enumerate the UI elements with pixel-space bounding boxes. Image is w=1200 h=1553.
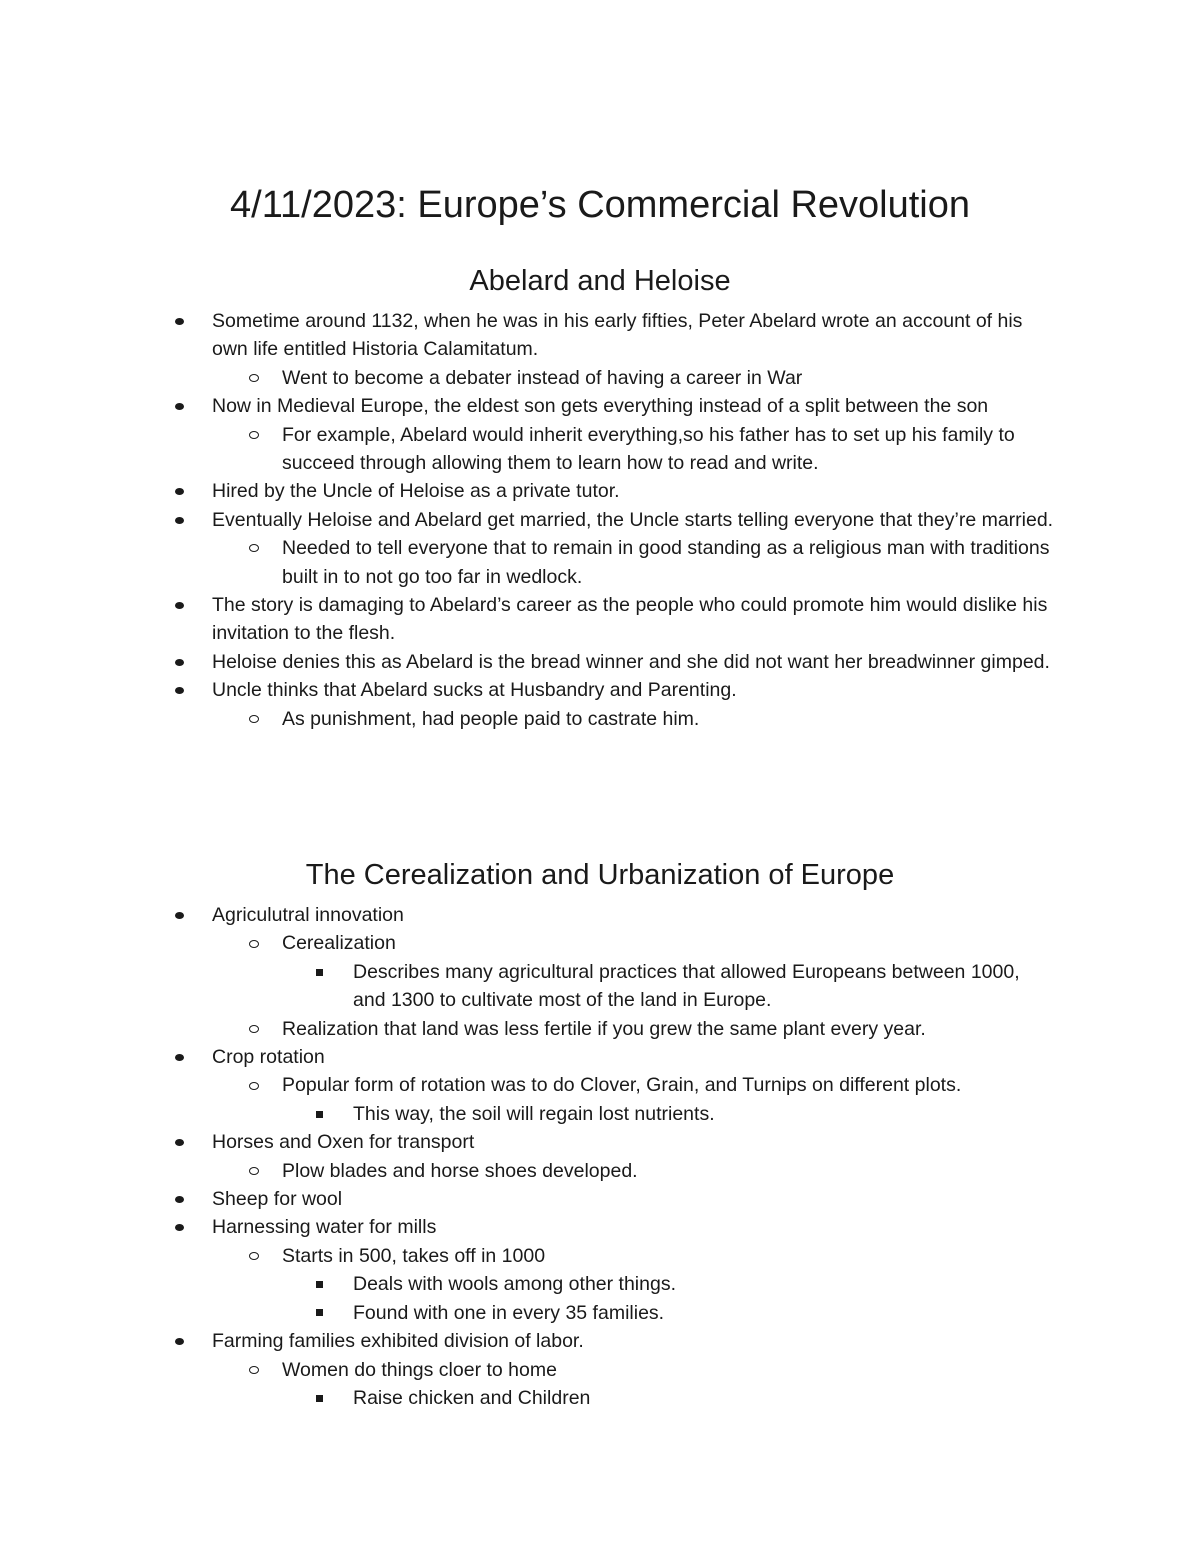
list-item [353,1299,1053,1327]
list-item [282,1071,1062,1099]
bullet-dot-icon [175,392,184,420]
list-item-text: Agriculutral innovation [212,904,404,926]
list-item [282,421,1062,478]
list-item [282,534,1062,591]
bullet-circle-icon [249,705,259,733]
list-item [212,307,1062,364]
list-item [212,901,1062,929]
list-item-text: Plow blades and horse shoes developed. [282,1159,638,1182]
list-item-text: Deals with wools among other things. [353,1273,676,1296]
list-item-text: Starts in 500, takes off in 1000 [282,1244,546,1267]
list-item-text: Now in Medieval Europe, the eldest son gets everything instead of a split between the son [212,395,989,418]
list-item-text: Raise chicken and Children [353,1386,591,1409]
bullet-square-icon [316,1270,323,1298]
list-item [212,591,1062,648]
bullet-dot-icon [175,307,184,335]
bullet-square-icon [316,958,323,986]
list-item [282,1015,1062,1043]
list-item-text: Harnessing water for mills [212,1216,437,1239]
list-item-text: Sometime around 1132, when he was in his early fifties, Peter Abelard wrote an account of his own life entitled Historia Calamitatum. [212,310,1023,361]
list-item-text: Farming families exhibited division of labor. [212,1330,584,1353]
list-item-text: For example, Abelard would inherit everything,so his father has to set up his family to succeed through allowing them to learn how to read and write. [282,423,1015,475]
bullet-circle-icon [249,1157,259,1185]
list-item-text: This way, the soil will regain lost nutrients. [353,1102,715,1125]
list-item [353,1270,1053,1298]
list-item-text: Women do things cloer to home [282,1358,557,1381]
bullet-circle-icon [249,364,259,392]
bullet-circle-icon [249,1356,259,1384]
bullet-dot-icon [175,901,184,929]
list-item [212,648,1062,676]
bullet-dot-icon [175,591,184,619]
bullet-circle-icon [249,929,259,957]
list-item [212,506,1062,534]
bullet-dot-icon [175,648,184,676]
list-item [353,1384,1053,1412]
list-item-text: Realization that land was less fertile if you grew the same plant every year. [282,1017,926,1040]
list-item [212,1213,1062,1241]
list-item-text: Uncle thinks that Abelard sucks at Husbandry and Parenting. [212,679,737,702]
list-item [212,676,1062,704]
list-item-text: Describes many agricultural practices that allowed Europeans between 1000, and 1300 to cultivate most of the land in Europe. [353,960,1020,1012]
list-item [212,1128,1062,1156]
list-item-text: Found with one in every 35 families. [353,1301,665,1324]
bullet-circle-icon [249,1242,259,1270]
list-item-text: Eventually Heloise and Abelard get married, the Uncle starts telling everyone that they’re married. [212,508,1054,531]
list-item [282,1242,1062,1270]
bullet-square-icon [316,1100,323,1128]
list-item [212,1185,1062,1213]
list-item-text: Hired by the Uncle of Heloise as a private tutor. [212,480,620,503]
bullet-dot-icon [175,1327,184,1355]
bullet-list-cerealization [0,901,1200,1412]
list-item [212,1327,1062,1355]
list-item-text: Went to become a debater instead of having a career in War [282,366,803,389]
bullet-dot-icon [175,676,184,704]
section-heading-abelard: Abelard and Heloise [469,265,731,297]
bullet-list-abelard [0,307,1200,733]
bullet-square-icon [316,1384,323,1412]
bullet-dot-icon [175,1128,184,1156]
list-item [212,1043,1062,1071]
bullet-dot-icon [175,1043,184,1071]
bullet-circle-icon [249,534,259,562]
list-item-text: Needed to tell everyone that to remain in good standing as a religious man with traditions built in to not go too far in wedlock. [282,537,1050,588]
bullet-circle-icon [249,1071,259,1099]
bullet-dot-icon [175,477,184,505]
list-item-text: Heloise denies this as Abelard is the bread winner and she did not want her breadwinner gimped. [212,650,1050,673]
bullet-circle-icon [249,1015,259,1043]
list-item [282,1157,1062,1185]
list-item-text: Crop rotation [212,1046,325,1069]
list-item [212,477,1062,505]
list-item-text: The story is damaging to Abelard’s career as the people who could promote him would dislike his invitation to the flesh. [212,594,1048,645]
page-title: 4/11/2023: Europe’s Commercial Revolution [230,184,970,226]
list-item-text: Horses and Oxen for transport [212,1131,475,1154]
bullet-dot-icon [175,506,184,534]
section-heading-cerealization: The Cerealization and Urbanization of Europe [305,859,895,891]
list-item-text: Sheep for wool [212,1188,343,1211]
bullet-square-icon [316,1299,323,1327]
list-item [353,1100,1053,1128]
list-item-text: Cerealization [282,932,396,955]
list-item [212,392,1062,420]
list-item [282,705,1062,733]
bullet-circle-icon [249,421,259,449]
list-item-text: Popular form of rotation was to do Clover, Grain, and Turnips on different plots. [282,1074,962,1097]
list-item [282,364,1062,392]
list-item [282,1356,1062,1384]
list-item [282,929,1062,957]
list-item [353,958,1053,1015]
bullet-dot-icon [175,1185,184,1213]
list-item-text: As punishment, had people paid to castrate him. [282,707,700,730]
bullet-dot-icon [175,1213,184,1241]
